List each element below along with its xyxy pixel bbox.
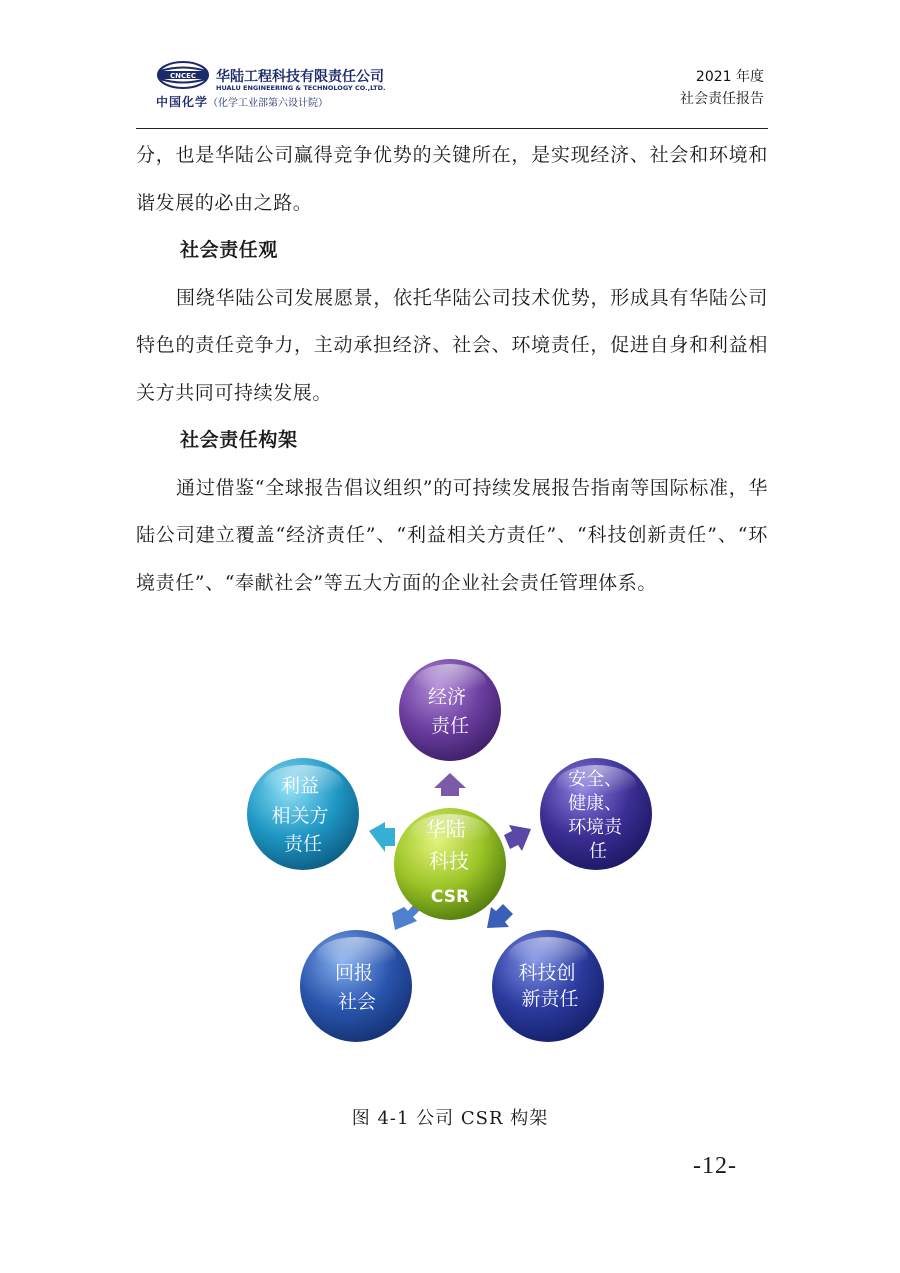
csr-framework-diagram xyxy=(0,640,900,1070)
node-economic-line-2: 责任 xyxy=(430,715,470,737)
node-stakeholder-line-2: 相关方 xyxy=(271,805,329,827)
node-center-line-1: 华陆 xyxy=(425,817,466,841)
logo-subtitle: （化学工业部第六设计院） xyxy=(208,98,328,109)
node-center-csr-tag: CSR xyxy=(430,887,470,907)
node-society-contribution xyxy=(300,930,412,1042)
arrow-left-icon xyxy=(369,822,395,852)
header-report-title: 社会责任报告 xyxy=(680,91,764,107)
node-society-line-1: 回报 xyxy=(334,962,373,984)
node-stakeholder-line-1: 利益 xyxy=(280,775,319,797)
paragraph-3: 通过借鉴“全球报告倡议组织”的可持续发展报告指南等国际标准，华陆公司建立覆盖“经济责任”、“利益相关方责任”、“科技创新责任”、“环境责任”、“奉献社会”等五大方面的企业社会责任管理体系。 xyxy=(136,476,768,594)
heading-csr-framework: 社会责任构架 xyxy=(180,429,298,451)
body-text xyxy=(136,132,768,607)
node-hse-line-2: 健康、 xyxy=(568,793,623,814)
arrow-up-icon xyxy=(434,773,466,796)
company-logo xyxy=(156,60,416,110)
node-economic-line-1: 经济 xyxy=(427,686,466,708)
figure-caption: 图 4-1 公司 CSR 构架 xyxy=(351,1108,549,1129)
heading-csr-view: 社会责任观 xyxy=(180,239,279,261)
header-report-info xyxy=(680,66,764,110)
node-hse-line-1: 安全、 xyxy=(568,769,623,790)
node-center-csr xyxy=(394,808,506,920)
paragraph-1: 分，也是华陆公司赢得竞争优势的关键所在，是实现经济、社会和环境和谐发展的必由之路。 xyxy=(136,144,768,214)
node-society-line-2: 社会 xyxy=(337,991,377,1013)
node-stakeholder-line-3: 责任 xyxy=(283,833,323,855)
arrow-right-up-icon xyxy=(504,825,531,851)
page-header xyxy=(0,0,900,130)
header-year: 2021 年度 xyxy=(695,69,764,85)
paragraph-2: 围绕华陆公司发展愿景，依托华陆公司技术优势，形成具有华陆公司特色的责任竞争力，主动承担经济、社会、环境责任，促进自身和利益相关方共同可持续发展。 xyxy=(136,286,768,404)
logo-brand-cn: 中国化学 xyxy=(156,95,209,109)
node-economic-responsibility xyxy=(399,659,501,761)
node-innovation-line-2: 新责任 xyxy=(521,988,579,1010)
node-stakeholder-responsibility xyxy=(247,758,359,870)
node-center-line-2: 科技 xyxy=(429,849,469,873)
node-hse-line-4: 任 xyxy=(589,841,607,862)
arrow-right-down-icon xyxy=(487,904,513,928)
logo-company-name: 华陆工程科技有限责任公司 xyxy=(216,69,384,85)
logo-mark-text: CNCEC xyxy=(169,71,197,80)
header-divider xyxy=(136,128,768,129)
node-innovation-line-1: 科技创 xyxy=(518,962,576,984)
cncec-globe-icon xyxy=(156,60,210,90)
node-hse-line-3: 环境责 xyxy=(568,817,623,838)
node-hse-responsibility xyxy=(540,758,652,870)
node-innovation-responsibility xyxy=(492,930,604,1042)
logo-company-name-en: HUALU ENGINEERING & TECHNOLOGY CO.,LTD. xyxy=(216,84,386,92)
page-number: -12- xyxy=(693,1153,737,1179)
